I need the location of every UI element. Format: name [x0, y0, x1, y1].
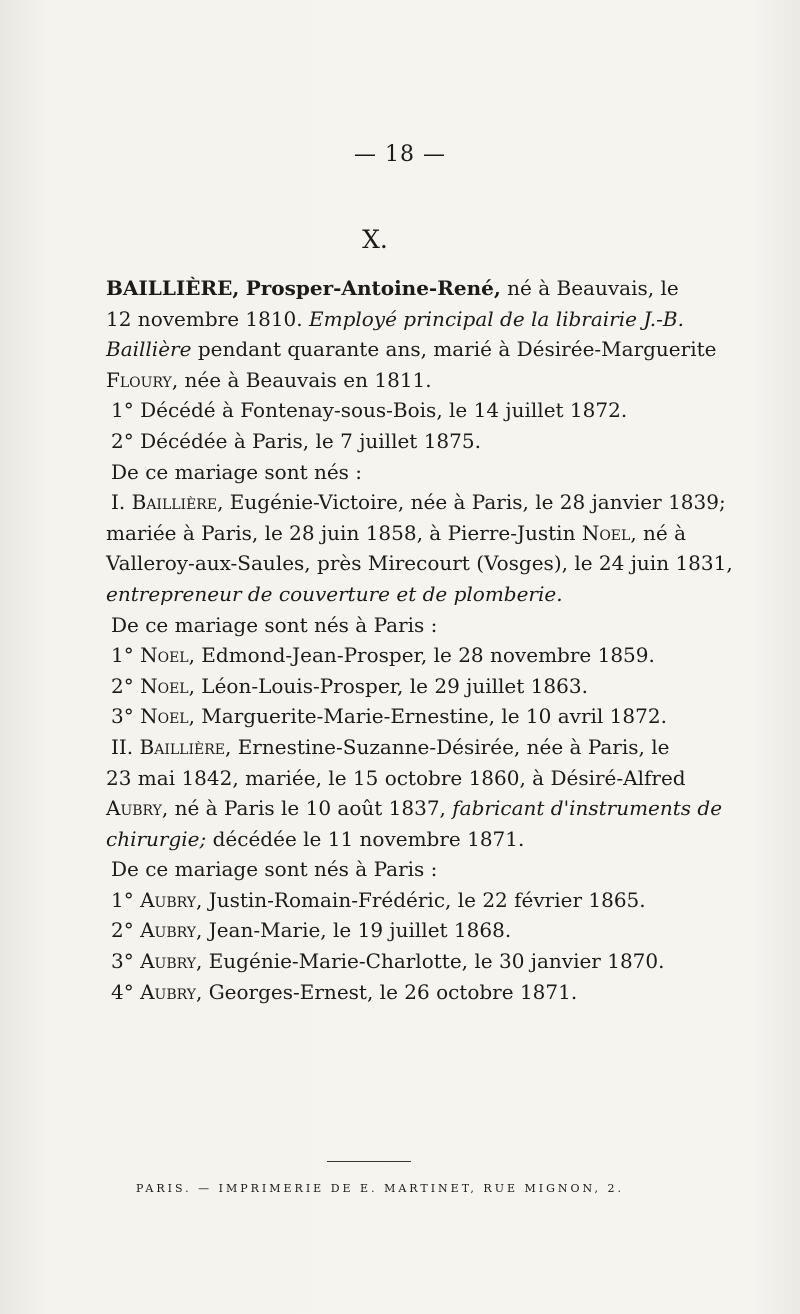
entry-marriage: pendant quarante ans, marié à Désirée-Marguerite [197, 337, 717, 362]
kid-surname: Aubry [140, 887, 196, 912]
entry-line-2 [106, 304, 684, 335]
entry-occupation: Employé principal de la librairie J.-B. [309, 306, 684, 331]
entry-firm-name: Baillière [106, 337, 192, 362]
kid-surname: Noel [140, 704, 189, 729]
children-intro: De ce mariage sont nés : [111, 459, 363, 484]
child-1-marriage: mariée à Paris, le 28 juin 1858, à Pierre-Justin [106, 520, 576, 545]
child-2-occupation-end: chirurgie; [106, 826, 207, 851]
child-2-kid-4 [106, 977, 664, 1008]
child-1-spouse-occupation: entrepreneur de couverture et de plomberie. [106, 581, 563, 606]
entry-birth: né à Beauvais, le [507, 276, 679, 300]
kid-surname: Aubry [140, 979, 196, 1004]
child-2-surname: Baillière [139, 734, 225, 759]
child-1-line-3: Valleroy-aux-Saules, près Mirecourt (Vosges), le 24 juin 1831, [106, 551, 733, 576]
child-2-children-intro: De ce mariage sont nés à Paris : [111, 857, 438, 882]
child-2-kid-1 [106, 885, 664, 916]
entry-body [106, 273, 733, 1007]
entry-birth-date: 12 novembre 1810. [106, 306, 303, 331]
child-2-kid-2 [106, 915, 664, 946]
child-2-numeral: II. [111, 734, 134, 759]
child-1-kid-1 [106, 640, 664, 671]
kid-details: , Edmond-Jean-Prosper, le 28 novembre 1859. [188, 643, 655, 668]
kid-details: , Justin-Romain-Frédéric, le 22 février 1865. [195, 887, 646, 912]
spouse-birth: , née à Beauvais en 1811. [171, 367, 432, 392]
child-2-kid-3 [106, 946, 664, 977]
entry-line-4 [106, 365, 664, 396]
kid-surname: Aubry [140, 949, 196, 974]
kid-details: , Eugénie-Marie-Charlotte, le 30 janvier 1870. [195, 949, 665, 974]
kid-number: 3° [111, 704, 134, 729]
kid-surname: Noel [140, 673, 189, 698]
child-1-kid-2 [106, 671, 664, 702]
child-1-numeral: I. [111, 490, 126, 515]
kid-number: 1° [111, 887, 134, 912]
kid-surname: Noel [140, 643, 189, 668]
child-2-line-1 [106, 732, 670, 763]
child-2-spouse-born: , né à Paris le 10 août 1837, [161, 796, 446, 821]
child-2-names: , Ernestine-Suzanne-Désirée, née à Paris, le [224, 734, 670, 759]
child-2-line-3 [106, 793, 723, 824]
kid-details: , Léon-Louis-Prosper, le 29 juillet 1863. [188, 673, 588, 698]
child-1-line-1 [106, 487, 726, 518]
child-1-spouse-surname: Noel [581, 520, 631, 545]
spouse-surname: Floury [106, 367, 172, 392]
kid-details: , Georges-Ernest, le 26 octobre 1871. [195, 979, 578, 1004]
kid-number: 2° [111, 673, 134, 698]
child-1-spouse-born: , né à [630, 520, 687, 545]
child-2-line-4 [106, 824, 664, 855]
kid-surname: Aubry [140, 918, 196, 943]
kid-details: , Jean-Marie, le 19 juillet 1868. [195, 918, 512, 943]
child-1-line-2 [106, 518, 687, 549]
printer-imprint: PARIS. — IMPRIMERIE DE E. MARTINET, RUE MIGNON, 2. [136, 1182, 624, 1195]
kid-number: 1° [111, 643, 134, 668]
kid-details: , Marguerite-Marie-Ernestine, le 10 avril 1872. [188, 704, 667, 729]
page-number: — 18 — [354, 142, 446, 167]
kid-number: 3° [111, 949, 134, 974]
child-2-line-2: 23 mai 1842, mariée, le 15 octobre 1860, à Désiré-Alfred [106, 765, 686, 790]
entry-line-3 [106, 334, 717, 365]
footer-rule [327, 1161, 411, 1162]
kid-number: 4° [111, 979, 134, 1004]
entry-line-1 [106, 273, 679, 304]
death-note-2: 2° Décédée à Paris, le 7 juillet 1875. [111, 428, 481, 453]
child-1-children-intro: De ce mariage sont nés à Paris : [111, 612, 438, 637]
child-2-spouse-surname: Aubry [106, 796, 162, 821]
child-2-death: décédée le 11 novembre 1871. [212, 826, 525, 851]
child-1-surname: Baillière [131, 490, 218, 515]
kid-number: 2° [111, 918, 134, 943]
section-heading: X. [362, 225, 388, 254]
child-1-kid-3 [106, 701, 667, 732]
entry-given-names: Prosper-Antoine-René, [245, 276, 501, 300]
child-1-names: , Eugénie-Victoire, née à Paris, le 28 janvier 1839; [217, 490, 726, 515]
death-note-1: 1° Décédé à Fontenay-sous-Bois, le 14 juillet 1872. [111, 398, 628, 423]
child-2-spouse-occupation: fabricant d'instruments de [452, 796, 723, 821]
entry-surname: BAILLIÈRE, [106, 276, 240, 300]
